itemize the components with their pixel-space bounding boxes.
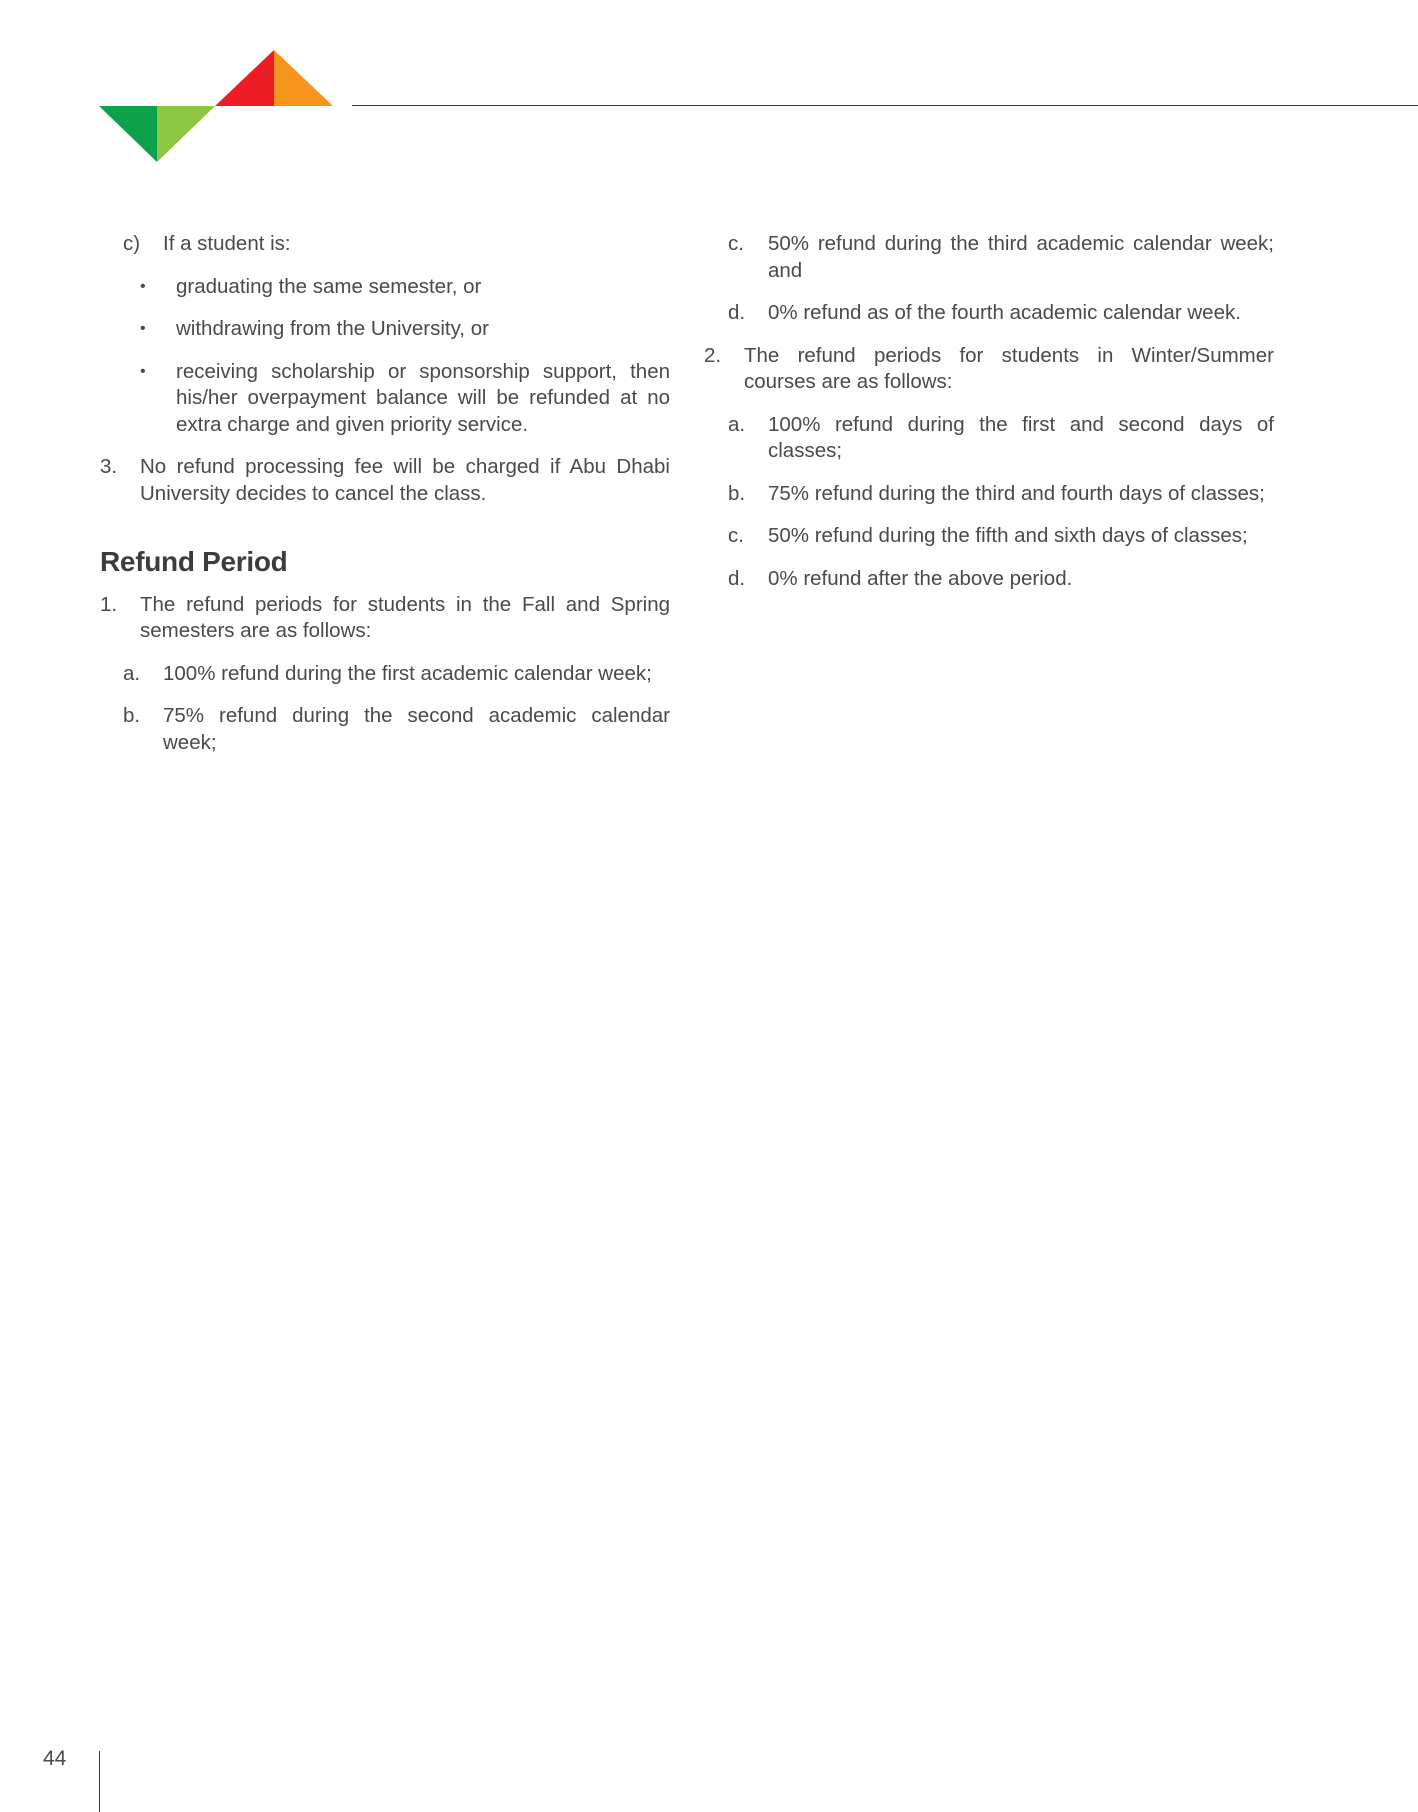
bullet-icon: • [140, 362, 146, 380]
section-heading: Refund Period [100, 546, 288, 577]
list-marker: a. [123, 661, 141, 685]
list-item [100, 703, 670, 756]
list-item-text: The refund periods for students in Winter/Summer courses are as follows: [744, 343, 1274, 393]
list-marker: b. [728, 481, 746, 505]
list-item [100, 592, 670, 645]
list-item-text: 50% refund during the third academic calendar week; and [768, 232, 1274, 282]
list-item [100, 274, 670, 301]
list-item [100, 661, 670, 688]
right-column [704, 231, 1274, 608]
page-number: 44 [43, 1747, 67, 1770]
list-item [704, 231, 1274, 284]
bullet-icon: • [140, 277, 146, 295]
list-marker: c) [123, 232, 141, 255]
list-item-text: The refund periods for students in the Fall and Spring semesters are as follows: [140, 592, 670, 642]
university-logo-icon [99, 50, 335, 162]
list-marker: 1. [100, 592, 118, 616]
list-item [100, 316, 670, 343]
list-marker: a. [728, 412, 746, 436]
list-item-text: receiving scholarship or sponsorship support, then his/her overpayment balance will be refunded at no extra charge and given priority service. [176, 359, 670, 436]
list-item-text: 0% refund as of the fourth academic calendar week. [768, 301, 1241, 324]
header-divider [352, 105, 1418, 106]
list-marker: 3. [100, 455, 118, 478]
list-marker: c. [728, 232, 744, 255]
list-item-text: 75% refund during the third and fourth days of classes; [768, 481, 1265, 505]
list-item [100, 454, 670, 507]
list-item [704, 300, 1274, 327]
list-marker: c. [728, 524, 744, 547]
list-item [704, 481, 1274, 508]
list-item-text: 50% refund during the fifth and sixth days of classes; [768, 524, 1248, 547]
list-item-text: If a student is: [163, 232, 291, 255]
list-item-text: 0% refund after the above period. [768, 566, 1073, 590]
list-item [100, 359, 670, 439]
list-item [704, 566, 1274, 593]
list-item [704, 523, 1274, 550]
list-item-text: No refund processing fee will be charged if Abu Dhabi University decides to cancel the class. [140, 455, 670, 505]
list-item [704, 412, 1274, 465]
list-marker: b. [123, 704, 141, 727]
list-item [100, 231, 670, 258]
list-item-text: withdrawing from the University, or [176, 317, 489, 340]
list-marker: d. [728, 566, 746, 590]
list-item [704, 343, 1274, 396]
left-column [100, 231, 670, 772]
bullet-icon: • [140, 320, 146, 337]
list-marker: 2. [704, 343, 722, 367]
list-item-text: 75% refund during the second academic calendar week; [163, 704, 670, 754]
list-item-text: 100% refund during the first and second days of classes; [768, 412, 1274, 462]
footer-divider [99, 1751, 100, 1812]
list-marker: d. [728, 301, 746, 324]
list-item-text: graduating the same semester, or [176, 274, 482, 298]
list-item-text: 100% refund during the first academic calendar week; [163, 661, 652, 685]
